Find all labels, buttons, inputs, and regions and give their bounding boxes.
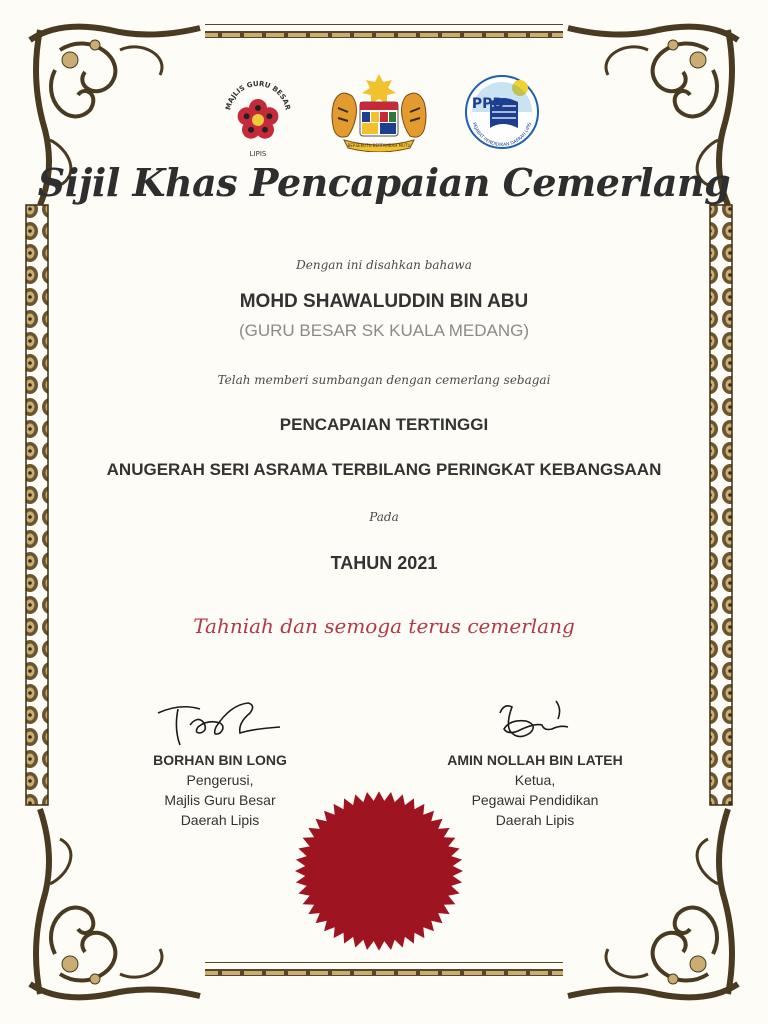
bottom-left-corner-ornament (30, 809, 200, 997)
malaysia-coat-of-arms (326, 72, 432, 152)
ppd-lipis-emblem (462, 72, 542, 152)
achievement-line-1: PENCAPAIAN TERTINGGI (279, 415, 489, 434)
recipient-name: MOHD SHAWALUDDIN BIN ABU (239, 291, 529, 312)
majlis-guru-besar-emblem (222, 72, 294, 162)
on-text: Pada (369, 510, 399, 524)
signatory-left-org: Majlis Guru Besar (164, 792, 276, 808)
intro-text: Dengan ini disahkan bahawa (296, 258, 472, 272)
right-signature (488, 695, 578, 750)
recipient-position: (GURU BESAR SK KUALA MEDANG) (238, 321, 529, 340)
emblem-bottom-text: LIPIS (249, 150, 267, 158)
signatory-right-area: Daerah Lipis (495, 812, 575, 828)
ppd-arc-text: PEJABAT PENDIDIKAN DAERAH LIPIS (470, 122, 534, 149)
congratulations-text: Tahniah dan semoga terus cemerlang (193, 614, 575, 638)
signatory-right-name: AMIN NOLLAH BIN LATEH (447, 752, 623, 768)
certificate-title: Sijil Khas Pencapaian Cemerlang (37, 160, 731, 205)
signatory-left-title: Pengerusi, (186, 772, 254, 788)
left-signature (150, 695, 290, 750)
bottom-right-corner-ornament (568, 809, 738, 997)
bottom-border-bar (205, 962, 563, 976)
signatory-left-name: BORHAN BIN LONG (153, 752, 287, 768)
achievement-line-2: ANUGERAH SERI ASRAMA TERBILANG PERINGKAT KEBANGSAAN (106, 460, 662, 479)
ppd-initials: PPD (471, 96, 505, 112)
signatory-right-org: Pegawai Pendidikan (471, 792, 599, 808)
award-year: TAHUN 2021 (330, 553, 438, 573)
contribution-text: Telah memberi sumbangan dengan cemerlang sebagai (217, 373, 551, 387)
logo-row (0, 72, 768, 162)
coat-of-arms-motto: BERSEKUTU BERTAMBAH MUTU (347, 143, 411, 148)
emblem-arc-text: MAJLIS GURU BESAR (224, 79, 292, 111)
red-seal (288, 786, 470, 956)
signatory-left-area: Daerah Lipis (180, 812, 260, 828)
top-border-bar (205, 24, 563, 38)
signatory-right-title: Ketua, (514, 772, 556, 788)
